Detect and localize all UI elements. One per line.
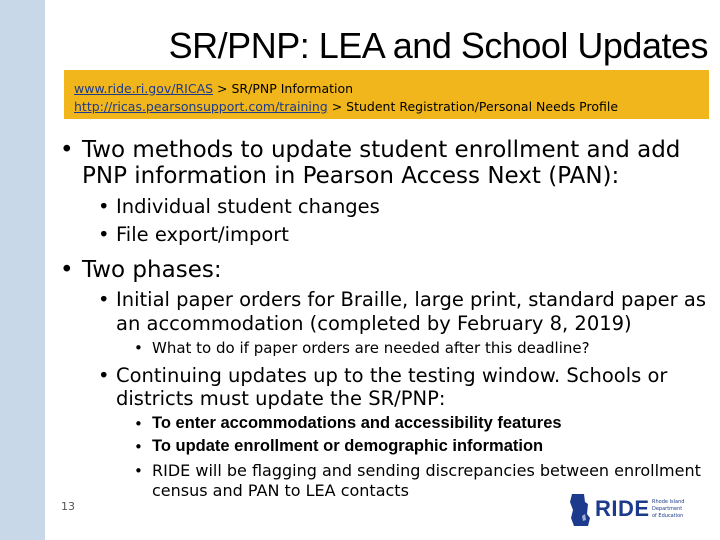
bullet-glyph: • — [98, 223, 110, 246]
bullet-two-methods-line2: PNP information in Pearson Access Next (PAN): — [82, 163, 620, 189]
sub-sub-bullet-deadline-question: What to do if paper orders are needed after this deadline? — [152, 339, 590, 357]
logo-subtitle-2: Department — [652, 506, 683, 512]
bullet-glyph: • — [98, 288, 110, 311]
rhode-island-map-icon — [568, 492, 592, 530]
ride-ricas-link[interactable]: www.ride.ri.gov/RICAS — [74, 81, 214, 96]
logo-subtitle-1: Rhode Island — [652, 499, 685, 505]
bullet-two-methods-line1: Two methods to update student enrollment and add — [82, 137, 681, 163]
logo-subtitle-3: of Education — [652, 513, 684, 519]
sub-bullet-individual-changes: Individual student changes — [116, 195, 380, 218]
bullet-two-phases: Two phases: — [82, 257, 222, 283]
bullet-glyph: • — [98, 195, 110, 218]
bullet-glyph: • — [134, 462, 143, 480]
sub-sub-bullet-enrollment: To update enrollment or demographic information — [152, 437, 544, 455]
bullet-glyph: • — [134, 438, 143, 456]
sub-bullet-paper-orders-line1: Initial paper orders for Braille, large print, standard paper as — [116, 288, 706, 311]
sub-sub-bullet-discrepancies-line2: census and PAN to LEA contacts — [152, 481, 409, 500]
sub-bullet-continuing-updates-line1: Continuing updates up to the testing window. Schools or — [116, 364, 668, 387]
left-sidebar-stripe — [0, 0, 45, 540]
page-number: 13 — [61, 500, 75, 513]
banner-line-2 — [74, 99, 618, 115]
pearson-training-link[interactable]: http://ricas.pearsonsupport.com/training — [74, 99, 328, 114]
bullet-glyph: • — [134, 339, 143, 357]
sub-sub-bullet-accommodations: To enter accommodations and accessibility features — [152, 414, 562, 432]
bullet-glyph: • — [134, 415, 143, 433]
sub-bullet-file-export-import: File export/import — [116, 223, 289, 246]
slide-title: SR/PNP: LEA and School Updates — [168, 25, 708, 66]
sub-bullet-continuing-updates-line2: districts must update the SR/PNP: — [116, 387, 446, 410]
bullet-glyph: • — [60, 137, 74, 163]
sub-bullet-paper-orders-line2: an accommodation (completed by February 8, 2019) — [116, 312, 632, 335]
bullet-glyph: • — [98, 364, 110, 387]
ride-logo — [568, 490, 700, 532]
banner-text-2: > Student Registration/Personal Needs Profile — [327, 99, 619, 114]
bullet-glyph: • — [60, 257, 74, 283]
banner-text-1: > SR/PNP Information — [213, 81, 354, 96]
logo-wordmark: RIDE — [595, 496, 650, 521]
banner-line-1 — [74, 81, 353, 97]
sub-sub-bullet-discrepancies-line1: RIDE will be flagging and sending discrepancies between enrollment — [152, 461, 701, 480]
resource-banner — [64, 70, 709, 119]
